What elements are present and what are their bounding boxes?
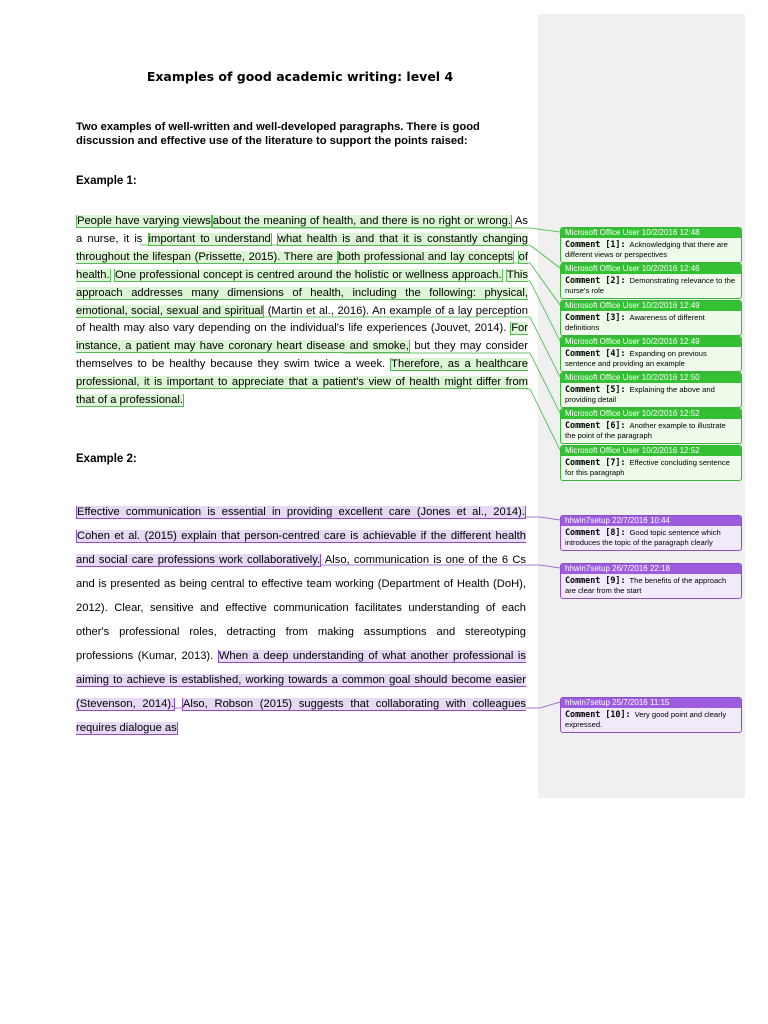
comment-balloon-9[interactable]	[560, 563, 742, 599]
comment-author-date: Microsoft Office User 10/2/2016 12:50	[561, 373, 741, 383]
highlight-comment-2[interactable]: important to understand	[148, 232, 271, 245]
highlight-comment-10[interactable]: When a deep understanding of what another professional is aiming to achieve is established, working towards a common goal should become easier (Stevenson, 2014).	[76, 650, 526, 710]
comment-label: Comment [4]:	[565, 348, 626, 358]
comment-balloon-10[interactable]	[560, 697, 742, 733]
comment-label: Comment [6]:	[565, 420, 626, 430]
highlight-comment-7[interactable]: Therefore, as a healthcare professional, it is important to appreciate that a patient's view of health might differ from that of a professional.	[76, 358, 529, 407]
comment-text: Acknowledging that there are different views or perspectives	[565, 240, 728, 259]
comment-text: Very good point and clearly expressed.	[565, 710, 727, 729]
example-2-heading: Example 2:	[76, 453, 137, 465]
plain-text: Also, communication is one of the 6 Cs and is presented as being central to effective team working (Department of Health (DoH), 2012). Clear, sensitive and effective communication facilitates understanding of each other's professional roles, detracting from making assumptions and stereotyping professions (Kumar, 2013).	[76, 554, 526, 662]
intro-text: Two examples of well-written and well-developed paragraphs. There is good discussion and effective use of the literature to support the points raised:	[76, 121, 480, 147]
comment-text: Explaining the above and providing detail	[565, 385, 715, 404]
example-1-paragraph	[76, 213, 528, 410]
comment-author-date: Microsoft Office User 10/2/2016 12:49	[561, 301, 741, 311]
comment-balloon-1[interactable]	[560, 227, 742, 263]
comment-author-date: Microsoft Office User 10/2/2016 12:48	[561, 228, 741, 238]
comment-text: Demonstrating relevance to the nurse's role	[565, 276, 736, 295]
comment-label: Comment [2]:	[565, 275, 626, 285]
plain-text: (Martin et al., 2016). An example of a lay perception of health may also vary depending on the individual's life experiences (Jouvet, 2014).	[76, 304, 528, 335]
comment-text: Effective concluding sentence for this paragraph	[565, 458, 730, 477]
highlight-comment-4[interactable]: One professional concept is centred around the holistic or wellness approach.	[114, 268, 502, 281]
plain-text: but they may consider themselves to be healthy because they swim twice a week.	[76, 340, 528, 371]
comment-label: Comment [1]:	[565, 239, 626, 249]
comment-label: Comment [5]:	[565, 384, 626, 394]
comment-balloon-8[interactable]	[560, 515, 742, 551]
highlight-comment-8[interactable]: Effective communication is essential in providing excellent care (Jones et al., 2014).	[77, 506, 525, 518]
comment-label: Comment [7]:	[565, 457, 626, 467]
highlight-comment-3b[interactable]: of health.	[76, 250, 528, 281]
highlight-comment-5[interactable]: This approach addresses many dimensions of health, including the following: physical, emotional, social, sexual and spiritual	[76, 268, 529, 317]
comment-author-date: hhwin7setup 25/7/2016 11:15	[561, 698, 741, 708]
comment-text: The benefits of the approach are clear from the start	[565, 576, 727, 595]
document-title: Examples of good academic writing: level 4	[146, 69, 454, 84]
highlight-comment-1b[interactable]: about the meaning of health, and there is no right or wrong.	[212, 215, 512, 227]
highlight-comment-9[interactable]: Cohen et al. (2015) explain that person-centred care is achievable if the different health and social care professions work collaboratively.	[76, 530, 526, 566]
comment-balloon-3[interactable]	[560, 300, 742, 336]
comment-author-date: Microsoft Office User 10/2/2016 12:46	[561, 264, 741, 274]
comment-label: Comment [8]:	[565, 527, 626, 537]
comment-author-date: Microsoft Office User 10/2/2016 12:52	[561, 446, 741, 456]
comment-balloon-5[interactable]	[560, 372, 742, 408]
highlight-comment-3[interactable]: both professional and lay concepts	[338, 250, 513, 263]
comment-text: Good topic sentence which introduces the topic of the paragraph clearly	[565, 528, 721, 547]
comment-label: Comment [10]:	[565, 709, 631, 719]
comment-balloon-6[interactable]	[560, 408, 742, 444]
comment-balloon-7[interactable]	[560, 445, 742, 481]
comment-label: Comment [3]:	[565, 312, 626, 322]
comment-label: Comment [9]:	[565, 575, 626, 585]
comment-author-date: hhwin7setup 26/7/2016 22:18	[561, 564, 741, 574]
comment-author-date: hhwin7setup 22/7/2016 10:44	[561, 516, 741, 526]
comment-balloon-4[interactable]	[560, 336, 742, 372]
comment-author-date: Microsoft Office User 10/2/2016 12:49	[561, 337, 741, 347]
plain-text	[175, 698, 182, 710]
highlight-comment-1[interactable]: People have varying views	[77, 215, 211, 227]
highlight-comment-10b[interactable]: Also, Robson (2015) suggests that collaborating with colleagues requires dialogue as	[76, 698, 527, 734]
example-1-heading: Example 1:	[76, 175, 137, 187]
highlight-comment-2b[interactable]: what health is and that it is constantly changing throughout the lifespan (Prissette, 2015). There are	[76, 232, 529, 263]
highlight-comment-6[interactable]: For instance, a patient may have coronary heart disease and smoke,	[76, 322, 528, 353]
comment-author-date: Microsoft Office User 10/2/2016 12:52	[561, 409, 741, 419]
example-2-paragraph	[76, 500, 526, 740]
comment-balloon-2[interactable]	[560, 263, 742, 299]
plain-text: As a nurse, it is	[76, 215, 528, 245]
comment-text: Awareness of different definitions	[565, 313, 705, 332]
comment-text: Another example to illustrate the point of the paragraph	[565, 421, 726, 440]
comment-text: Expanding on previous sentence and providing an example	[565, 349, 707, 368]
